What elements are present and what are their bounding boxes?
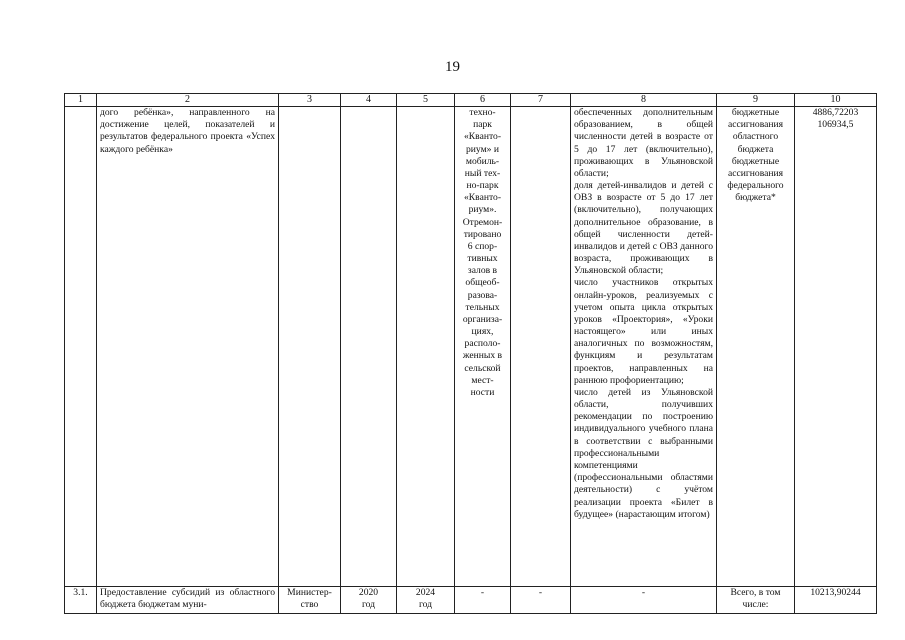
cell-responsible: Министер- ство	[279, 587, 341, 614]
cell-funding-source: Всего, в том числе:	[717, 587, 795, 614]
cell-start-year: 2020 год	[341, 587, 397, 614]
cell-responsible	[279, 107, 341, 587]
table-row	[65, 107, 877, 587]
header-cell-2: 2	[97, 94, 279, 107]
cell-end-year: 2024 год	[397, 587, 455, 614]
cell-measure-name: Предоставление субсидий из областного бюджета бюджетам муни-	[97, 587, 279, 614]
funding-source-regional: бюджетные ассигнования областного бюджета	[727, 107, 784, 155]
cell-result: техно- парк «Кванто- риум» и мобиль- ный тех- но-парк «Кванто- риум». Отремон- тировано 6 спор- тивных залов в общеоб- разова- тельных организа- циях, располо- женных в сельской мест- ности	[455, 107, 511, 587]
cell-indicators: -	[571, 587, 717, 614]
cell-indicators: обеспеченных дополнительным образованием, в общей численности детей в возрасте от 5 до 17 лет (включительно), проживающих в Ульяновской области; доля детей-инвалидов и детей с ОВЗ в возрасте от 5 до 17 лет (включительно), получающих дополнительное образование, в общей численности детей-инвалидов и детей с ОВЗ данного возраста, проживающих в Ульяновской области; число участников открытых онлайн-уроков, реализуемых с учетом опыта цикла открытых уроков «Проектория», «Уроки настоящего» или иных аналогичных по возможностям, функциям и результатам проектов, направленных на раннюю профориентацию; число детей из Ульяновской области, получивших рекомендации по построению индивидуального учебного плана в соответствии с выбранными профессиональными компетенциями (профессиональными областями деятельности) с учётом реализации проекта «Билет в будущее» (нарастающим итогом)	[571, 107, 717, 587]
cell-result: -	[455, 587, 511, 614]
header-cell-6: 6	[455, 94, 511, 107]
header-cell-8: 8	[571, 94, 717, 107]
program-table	[64, 93, 877, 614]
header-cell-7: 7	[511, 94, 571, 107]
cell-funding-source	[717, 107, 795, 587]
amount-federal: 106934,5	[817, 119, 854, 131]
header-row	[65, 94, 877, 107]
cell-start-year	[341, 107, 397, 587]
page-number: 19	[445, 59, 460, 75]
amount-regional: 4886,72203	[812, 107, 859, 118]
header-cell-4: 4	[341, 94, 397, 107]
cell-end-year	[397, 107, 455, 587]
cell-amount	[795, 107, 877, 587]
header-cell-3: 3	[279, 94, 341, 107]
cell-amount: 10213,90244	[795, 587, 877, 614]
funding-source-federal: бюджетные ассигнования федерального бюджета*	[727, 155, 784, 204]
header-cell-1: 1	[65, 94, 97, 107]
cell-col7: -	[511, 587, 571, 614]
table-row	[65, 587, 877, 614]
header-cell-9: 9	[717, 94, 795, 107]
header-cell-10: 10	[795, 94, 877, 107]
cell-col7	[511, 107, 571, 587]
cell-number	[65, 107, 97, 587]
cell-number: 3.1.	[65, 587, 97, 614]
header-cell-5: 5	[397, 94, 455, 107]
cell-measure-name: дого ребёнка», направленного на достижение целей, показателей и результатов федерального проекта «Успех каждого ребёнка»	[97, 107, 279, 587]
